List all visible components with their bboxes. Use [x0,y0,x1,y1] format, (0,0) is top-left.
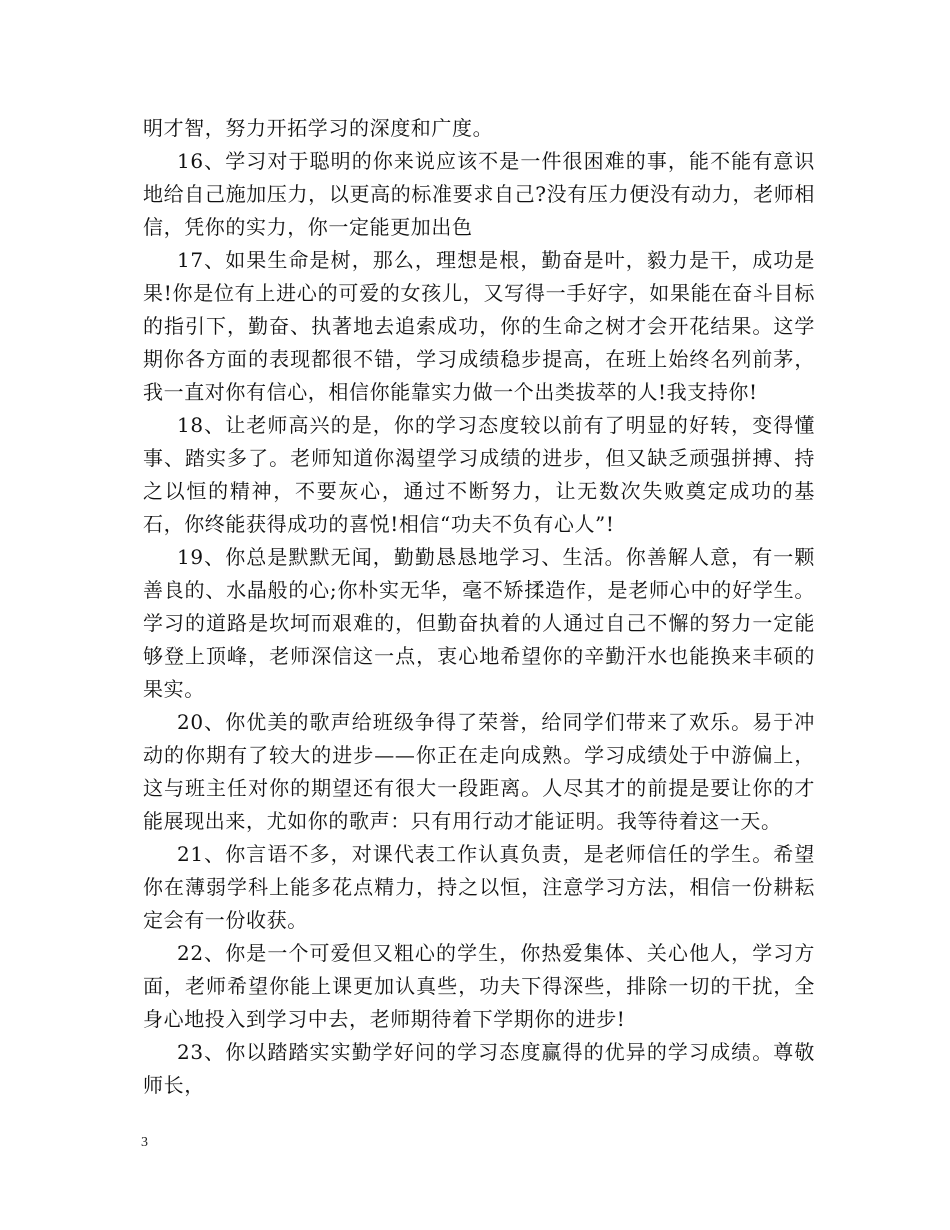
paragraph-comment-17: 17、如果生命是树，那么，理想是根，勤奋是叶，毅力是干，成功是果!你是位有上进心的可爱的女孩儿，又写得一手好字，如果能在奋斗目标的指引下，勤奋、执著地去追索成功，你的生命之树才会开花结果。这学期你各方面的表现都很不错，学习成绩稳步提高，在班上始终名列前茅，我一直对你有信心，相信你能靠实力做一个出类拔萃的人!我支持你! [143,248,815,404]
page-body [143,112,815,1102]
paragraph-comment-16: 16、学习对于聪明的你来说应该不是一件很困难的事，能不能有意识地给自己施加压力，以更高的标准要求自己?没有压力便没有动力，老师相信，凭你的实力，你一定能更加出色 [143,149,815,239]
paragraph-comment-20: 20、你优美的歌声给班级争得了荣誉，给同学们带来了欢乐。易于冲动的你期有了较大的进步——你正在走向成熟。学习成绩处于中游偏上，这与班主任对你的期望还有很大一段距离。人尽其才的前提是要让你的才能展现出来，尤如你的歌声：只有用行动才能证明。我等待着这一天。 [143,710,815,833]
paragraph-comment-18: 18、让老师高兴的是，你的学习态度较以前有了明显的好转，变得懂事、踏实多了。老师知道你渴望学习成绩的进步，但又缺乏顽强拼搏、持之以恒的精神，不要灰心，通过不断努力，让无数次失败奠定成功的基石，你终能获得成功的喜悦!相信“功夫不负有心人”! [143,413,815,536]
paragraph-comment-21: 21、你言语不多，对课代表工作认真负责，是老师信任的学生。希望你在薄弱学科上能多花点精力，持之以恒，注意学习方法，相信一份耕耘定会有一份收获。 [143,842,815,932]
paragraph-comment-19: 19、你总是默默无闻，勤勤恳恳地学习、生活。你善解人意，有一颗善良的、水晶般的心;你朴实无华，毫不矫揉造作，是老师心中的好学生。学习的道路是坎坷而艰难的，但勤奋执着的人通过自己不懈的努力一定能够登上顶峰，老师深信这一点，衷心地希望你的辛勤汗水也能换来丰硕的果实。 [143,545,815,701]
paragraph-continuation: 明才智，努力开拓学习的深度和广度。 [143,116,494,140]
paragraph-comment-22: 22、你是一个可爱但又粗心的学生，你热爱集体、关心他人，学习方面，老师希望你能上课更加认真些，功夫下得深些，排除一切的干扰，全身心地投入到学习中去，老师期待着下学期你的进步! [143,941,815,1031]
paragraph-comment-23: 23、你以踏踏实实勤学好问的学习态度赢得的优异的学习成绩。尊敬师长， [143,1040,815,1097]
page-number: 3 [141,1135,148,1150]
